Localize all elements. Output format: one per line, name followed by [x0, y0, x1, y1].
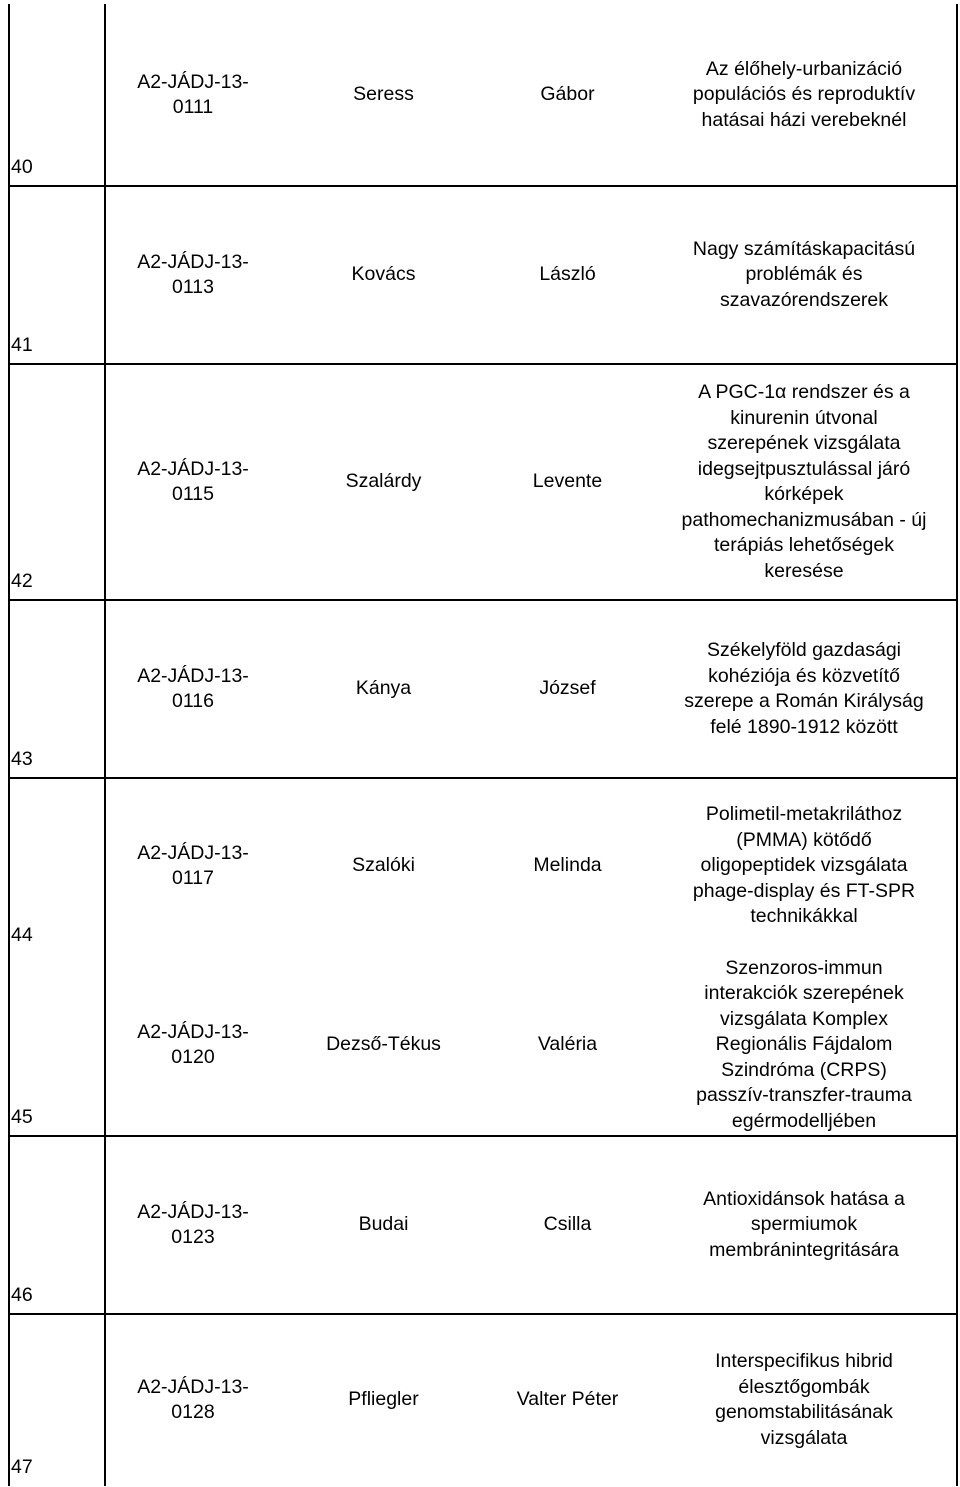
row-divider — [8, 363, 958, 365]
row-divider — [8, 599, 958, 601]
row-number: 47 — [11, 1456, 33, 1478]
table-row — [8, 186, 958, 364]
application-code: A2-JÁDJ-13- 0116 — [137, 664, 249, 712]
project-title: Polimetil-metakriláthoz (PMMA) kötődő oligopeptidek vizsgálata phage-display és FT-SPR technikákkal — [692, 803, 916, 928]
last-name: Seress — [353, 83, 414, 106]
row-number: 43 — [11, 748, 33, 770]
first-name: Melinda — [533, 854, 602, 877]
project-title: Székelyföld gazdasági kohéziója és közvetítő szerepe a Román Királyság felé 1890-1912 között — [684, 639, 924, 738]
project-title: Antioxidánsok hatása a spermiumok membránintegritására — [703, 1187, 905, 1261]
column-divider — [956, 4, 958, 1486]
row-number: 46 — [11, 1284, 33, 1306]
row-number: 40 — [11, 156, 33, 178]
table-row — [8, 1136, 958, 1314]
application-code: A2-JÁDJ-13- 0111 — [137, 70, 249, 118]
project-title: Nagy számításkapacitású problémák és szavazórendszerek — [692, 237, 916, 311]
last-name: Kánya — [355, 677, 412, 700]
table-row — [8, 4, 958, 186]
results-table — [8, 4, 958, 1486]
project-title: Szenzoros-immun interakciók szerepének vizsgálata Komplex Regionális Fájdalom Szindróma (CRPS) passzív-transzfer-trauma egérmodelljében — [696, 956, 912, 1132]
table-row — [8, 600, 958, 778]
last-name: Dezső-Tékus — [326, 1033, 441, 1056]
first-name: Levente — [532, 470, 603, 493]
application-code: A2-JÁDJ-13- 0120 — [137, 1020, 249, 1068]
project-title: Interspecifikus hibrid élesztőgombák genomstabilitásának vizsgálata — [715, 1350, 893, 1449]
row-number: 42 — [11, 570, 33, 592]
row-divider — [8, 185, 958, 187]
last-name: Szalóki — [352, 854, 415, 877]
first-name: Csilla — [543, 1213, 592, 1236]
table-row — [8, 954, 958, 1136]
first-name: Valéria — [537, 1033, 598, 1056]
first-name: Valter Péter — [516, 1388, 619, 1411]
last-name: Budai — [358, 1213, 409, 1236]
row-divider — [8, 1313, 958, 1315]
row-divider — [8, 777, 958, 779]
table-row — [8, 778, 958, 954]
table-row — [8, 364, 958, 600]
application-code: A2-JÁDJ-13- 0117 — [137, 841, 249, 889]
row-number: 45 — [11, 1106, 33, 1128]
column-divider — [8, 4, 10, 1486]
application-code: A2-JÁDJ-13- 0128 — [137, 1375, 249, 1423]
row-divider — [8, 1135, 958, 1137]
project-title: A PGC-1α rendszer és a kinurenin útvonal szerepének vizsgálata idegsejtpusztulással járó kórképek pathomechanizmusában - új terápiás lehetőségek keresése — [681, 381, 927, 582]
column-divider — [104, 4, 106, 1486]
last-name: Pfliegler — [348, 1388, 419, 1411]
first-name: József — [539, 677, 596, 700]
application-code: A2-JÁDJ-13- 0115 — [137, 457, 249, 505]
first-name: László — [539, 263, 596, 286]
row-number: 41 — [11, 334, 33, 356]
application-code: A2-JÁDJ-13- 0123 — [137, 1200, 249, 1248]
application-code: A2-JÁDJ-13- 0113 — [137, 250, 249, 298]
row-number: 44 — [11, 924, 33, 946]
project-title: Az élőhely-urbanizáció populációs és reproduktív hatásai házi verebeknél — [692, 57, 916, 131]
last-name: Kovács — [351, 263, 416, 286]
last-name: Szalárdy — [345, 470, 422, 493]
first-name: Gábor — [540, 83, 595, 106]
table-row — [8, 1314, 958, 1486]
